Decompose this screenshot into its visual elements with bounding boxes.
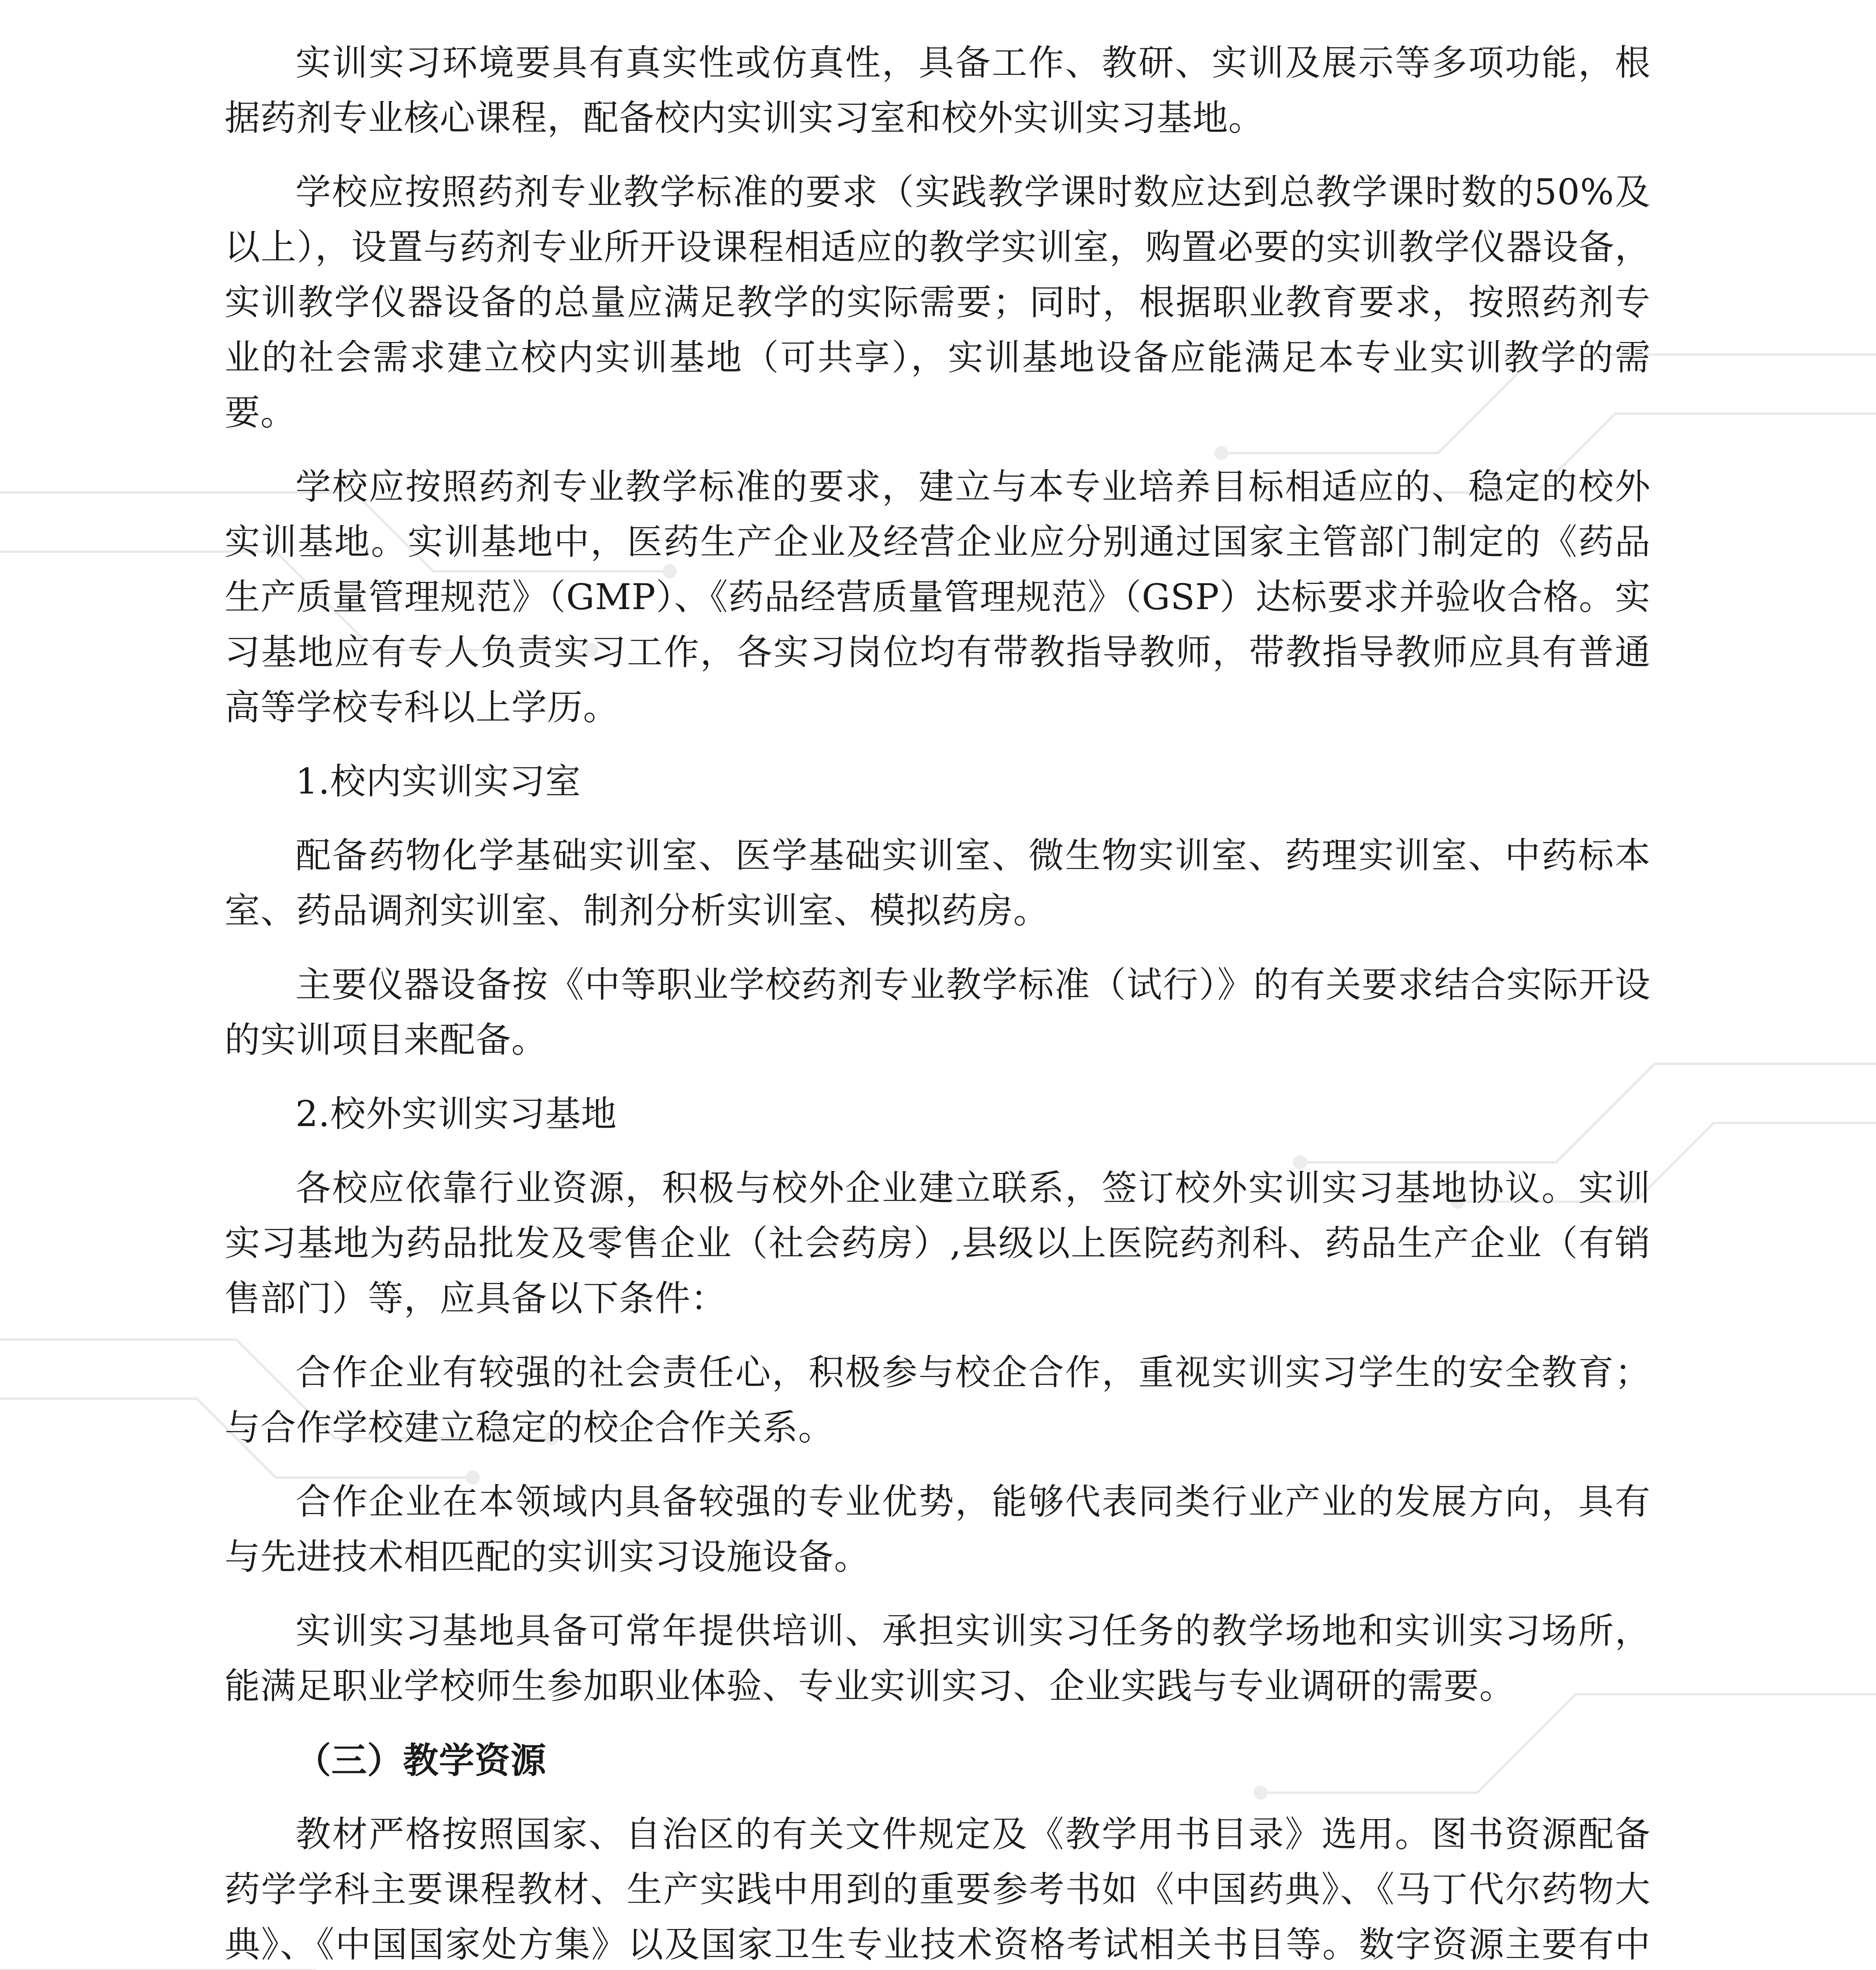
document-body	[225, 35, 1651, 1970]
heading-internal-training-rooms: 1.校内实训实习室	[295, 761, 581, 802]
paragraph-main-equipment: 主要仪器设备按《中等职业学校药剂专业教学标准（试行）》的有关要求结合实际开设的实训项目来配备。	[225, 964, 1651, 1061]
heading-teaching-resources: （三）教学资源	[295, 1740, 546, 1781]
paragraph-social-responsibility: 合作企业有较强的社会责任心，积极参与校企合作，重视实训实习学生的安全教育；与合作学校建立稳定的校企合作关系。	[225, 1352, 1651, 1448]
paragraph-training-environment: 实训实习环境要具有真实性或仿真性，具备工作、教研、实训及展示等多项功能，根据药剂专业核心课程，配备校内实训实习室和校外实训实习基地。	[225, 42, 1651, 139]
paragraph-professional-advantage: 合作企业在本领域内具备较强的专业优势，能够代表同类行业产业的发展方向，具有与先进技术相匹配的实训实习设施设备。	[225, 1481, 1651, 1578]
paragraph-external-bases-conditions: 各校应依靠行业资源，积极与校外企业建立联系，签订校外实训实习基地协议。实训实习基地为药品批发及零售企业（社会药房）,县级以上医院药剂科、药品生产企业（有销售部门）等，应具备以下条件：	[225, 1167, 1651, 1319]
heading-external-training-bases: 2.校外实训实习基地	[295, 1093, 617, 1135]
paragraph-school-training-rooms-requirements: 学校应按照药剂专业教学标准的要求（实践教学课时数应达到总教学课时数的50%及以上），设置与药剂专业所开设课程相适应的教学实训室，购置必要的实训教学仪器设备，实训教学仪器设备的总量应满足教学的实际需要；同时，根据职业教育要求，按照药剂专业的社会需求建立校内实训基地（可共享），实训基地设备应能满足本专业实训教学的需要。	[225, 171, 1651, 433]
paragraph-external-training-bases-requirements: 学校应按照药剂专业教学标准的要求，建立与本专业培养目标相适应的、稳定的校外实训基地。实训基地中，医药生产企业及经营企业应分别通过国家主管部门制定的《药品生产质量管理规范》（GMP）、《药品经营质量管理规范》（GSP）达标要求并验收合格。实习基地应有专人负责实习工作，各实习岗位均有带教指导教师，带教指导教师应具有普通高等学校专科以上学历。	[225, 466, 1651, 728]
paragraph-training-venue: 实训实习基地具备可常年提供培训、承担实训实习任务的教学场地和实训实习场所，能满足职业学校师生参加职业体验、专业实训实习、企业实践与专业调研的需要。	[225, 1610, 1651, 1707]
paragraph-training-rooms-list: 配备药物化学基础实训室、医学基础实训室、微生物实训室、药理实训室、中药标本室、药品调剂实训室、制剂分析实训室、模拟药房。	[225, 835, 1651, 931]
paragraph-teaching-materials: 教材严格按照国家、自治区的有关文件规定及《教学用书目录》选用。图书资源配备药学学科主要课程教材、生产实践中用到的重要参考书如《中国药典》、《马丁代尔药物大典》、《中国国家处方集》以及国家卫生专业技术资格考试相关书目等。数字资源主要有中	[225, 1814, 1651, 1965]
